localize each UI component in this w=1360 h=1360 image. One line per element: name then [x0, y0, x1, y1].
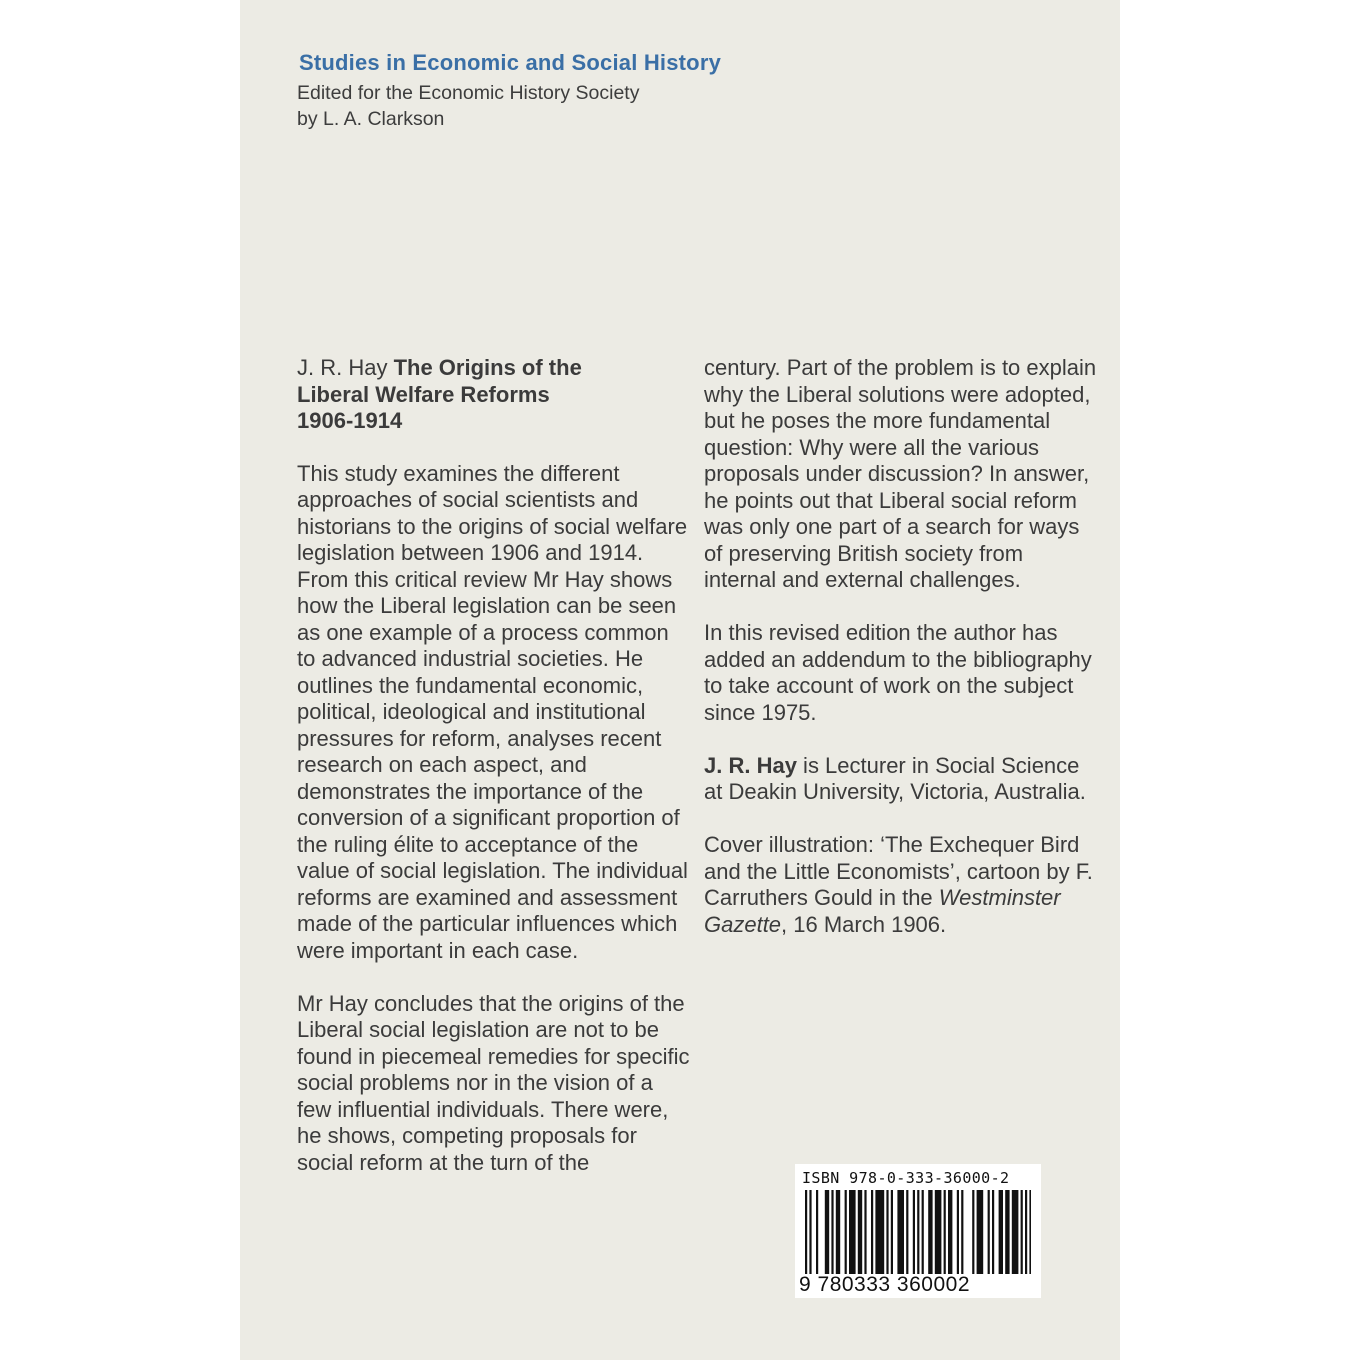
barcode-stripe — [935, 1190, 942, 1274]
credit-publication: Westminster Gazette — [704, 885, 1061, 937]
barcode-stripe — [972, 1190, 974, 1274]
barcode-stripe — [948, 1190, 952, 1274]
barcode-stripe — [1005, 1190, 1009, 1274]
barcode-stripe — [886, 1190, 888, 1274]
barcode-stripe — [849, 1190, 856, 1274]
barcode-stripe — [928, 1190, 932, 1274]
credit-text-after: , 16 March 1906. — [781, 911, 947, 937]
author-bio-name: J. R. Hay — [704, 752, 797, 778]
barcode-stripe — [944, 1190, 946, 1274]
barcode-stripe — [816, 1190, 818, 1274]
blurb-paragraph-2: Mr Hay concludes that the origins of the Liberal social legislation are not to be found in piecemeal remedies for specific social problems nor in the vision of a few influential individuals. There were, he shows, competing proposals for social reform at the turn of the — [297, 990, 690, 1175]
barcode-stripe — [825, 1190, 829, 1274]
series-editor-name: by L. A. Clarkson — [297, 108, 445, 130]
author-bio — [704, 753, 1099, 806]
blurb-paragraph-1: This study examines the different approaches of social scientists and historians to the origins of social welfare legislation between 1906 and 1914. From this critical review Mr Hay shows how the Liberal legislation can be seen as one example of a process common to advanced industrial societies. He outlines the fundamental economic, political, ideological and institutional pressures for reform, analyses recent research on each aspect, and demonstrates the importance of the conversion of a significant proportion of the ruling élite to acceptance of the value of social legislation. The individual reforms are examined and assessment made of the particular influences which were important in each case. — [297, 460, 688, 963]
barcode-bars — [805, 1190, 1031, 1274]
author-bio-text: is Lecturer in Social Science at Deakin University, Victoria, Australia. — [704, 752, 1086, 804]
barcode-stripe — [845, 1190, 847, 1274]
barcode-stripe — [831, 1190, 833, 1274]
book-title-line1: The Origins of the — [393, 355, 582, 380]
barcode-stripe — [809, 1190, 811, 1274]
cover-illustration-credit — [704, 832, 1099, 938]
barcode-stripe — [858, 1190, 862, 1274]
barcode-stripe — [891, 1190, 893, 1274]
barcode-stripe — [961, 1190, 963, 1274]
book-title-years: 1906-1914 — [297, 408, 403, 433]
isbn-label: ISBN 978-0-333-36000-2 — [802, 1169, 1010, 1187]
credit-text-before: Cover illustration: ‘The Exchequer Bird and the Little Economists’, cartoon by F. Carruthers Gould in the — [704, 832, 1093, 910]
barcode-stripe — [957, 1190, 959, 1274]
barcode-stripe — [1025, 1190, 1027, 1274]
blurb-paragraph-3: century. Part of the problem is to explain why the Liberal solutions were adopted, but he poses the more fundamental question: Why were all the various proposals under discussion? In answer, he points out that Liberal social reform was only one part of a search for ways of preserving British society from internal and external challenges. — [704, 355, 1097, 592]
barcode-stripe — [1029, 1190, 1031, 1274]
barcode-stripe — [871, 1190, 873, 1274]
barcode-stripe — [999, 1190, 1003, 1274]
barcode-stripe — [906, 1190, 908, 1274]
barcode-stripe — [875, 1190, 884, 1274]
right-column — [704, 355, 1099, 938]
barcode-stripe — [922, 1190, 924, 1274]
blurb-paragraph-4: In this revised edition the author has added an addendum to the bibliography to take account of work on the subject since 1975. — [704, 620, 1092, 725]
barcode-stripe — [836, 1190, 840, 1274]
book-title-block — [297, 355, 692, 435]
barcode-stripe — [1012, 1190, 1019, 1274]
barcode-digits: 9 780333 360002 — [799, 1273, 970, 1296]
barcode-stripe — [897, 1190, 904, 1274]
barcode-stripe — [977, 1190, 984, 1274]
isbn-barcode — [795, 1164, 1041, 1298]
barcode-stripe — [917, 1190, 919, 1274]
barcode-stripe — [805, 1190, 807, 1274]
barcode-stripe — [864, 1190, 866, 1274]
left-column — [297, 355, 692, 1176]
barcode-stripe — [992, 1190, 994, 1274]
barcode-stripe — [1021, 1190, 1023, 1274]
series-title: Studies in Economic and Social History — [299, 50, 722, 75]
series-editor-line: Edited for the Economic History Society — [297, 82, 640, 104]
book-title-line2: Liberal Welfare Reforms — [297, 381, 550, 407]
author-prefix: J. R. Hay — [297, 355, 394, 380]
barcode-stripe — [913, 1190, 915, 1274]
barcode-stripe — [988, 1190, 990, 1274]
